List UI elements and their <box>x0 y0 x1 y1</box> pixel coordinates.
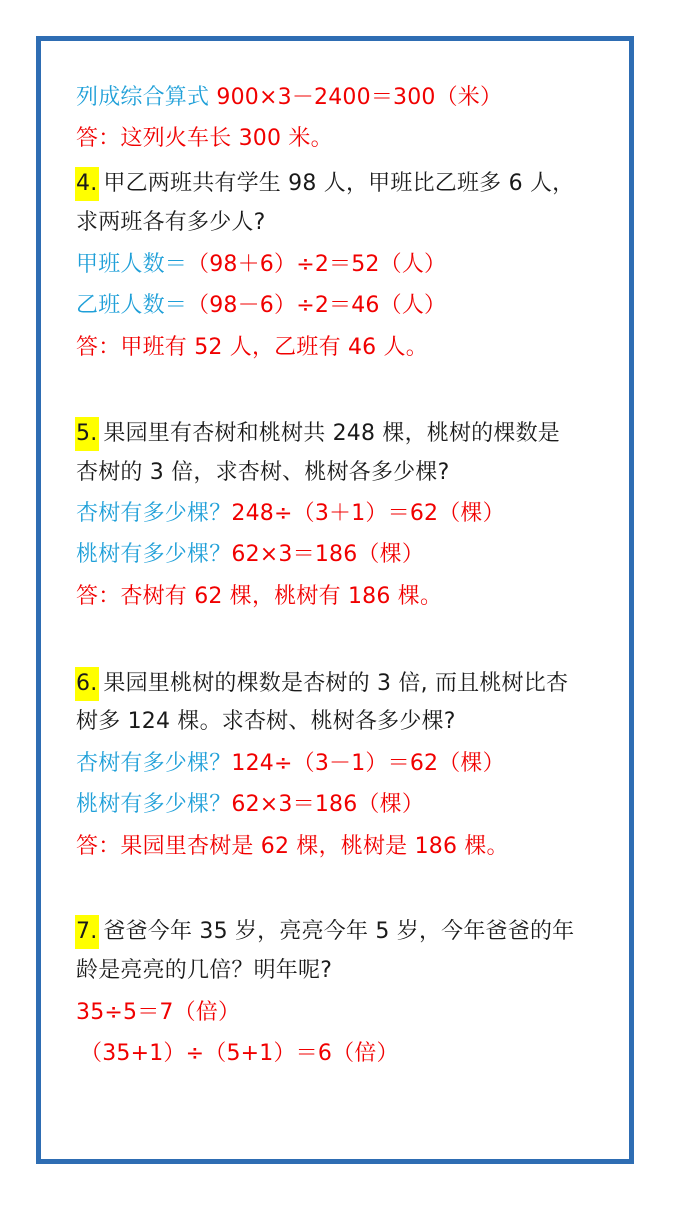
q5-text-line1: 果园里有杏树和桃树共 248 棵，桃树的棵数是 <box>103 421 560 446</box>
q6-step1-formula: 124÷（3－1）＝62（棵） <box>231 751 505 776</box>
q5-answer: 答：杏树有 62 棵，桃树有 186 棵。 <box>76 584 443 609</box>
q3-formula: 900×3－2400＝300（米） <box>216 85 503 110</box>
q5-number-badge: 5. <box>75 417 99 451</box>
q4-step2 <box>76 291 446 321</box>
q6-step2-label: 桃树有多少棵？ <box>76 792 232 817</box>
q5-step1-formula: 248÷（3＋1）＝62（棵） <box>231 501 505 526</box>
q7-number-badge: 7. <box>75 915 99 949</box>
q3-answer: 答：这列火车长 300 米。 <box>76 126 333 151</box>
q6-step1 <box>76 749 505 779</box>
q7-text-line2: 龄是亮亮的几倍？明年呢? <box>76 958 333 983</box>
q5-question-line1 <box>76 417 560 451</box>
q5-step1 <box>76 499 505 529</box>
q5-step2 <box>76 540 424 570</box>
q4-text-line1: 甲乙两班共有学生 98 人，甲班比乙班多 6 人， <box>103 171 575 196</box>
q4-number-badge: 4. <box>75 167 99 201</box>
q6-text-line2: 树多 124 棵。求杏树、桃树各多少棵? <box>76 709 456 734</box>
q3-formula-label: 列成综合算式 <box>76 85 210 110</box>
q4-text-line2: 求两班各有多少人? <box>76 210 266 235</box>
q4-step1 <box>76 250 446 280</box>
q4-step2-label: 乙班人数＝ <box>76 293 188 318</box>
q6-step1-label: 杏树有多少棵？ <box>76 751 232 776</box>
q4-step1-label: 甲班人数＝ <box>76 252 188 277</box>
q5-step2-formula: 62×3＝186（棵） <box>231 542 425 567</box>
q7-step2: （35+1）÷（5+1）＝6（倍） <box>80 1041 399 1066</box>
q4-question-line1 <box>76 167 574 201</box>
q6-question-line1 <box>76 667 568 701</box>
q6-answer: 答：果园里杏树是 62 棵，桃树是 186 棵。 <box>76 834 509 859</box>
q6-text-line1: 果园里桃树的棵数是杏树的 3 倍, 而且桃树比杏 <box>103 671 569 696</box>
q6-step2-formula: 62×3＝186（棵） <box>231 792 425 817</box>
q7-text-line1: 爸爸今年 35 岁，亮亮今年 5 岁，今年爸爸的年 <box>103 919 575 944</box>
q5-step1-label: 杏树有多少棵？ <box>76 501 232 526</box>
q6-step2 <box>76 790 424 820</box>
q4-answer: 答：甲班有 52 人，乙班有 46 人。 <box>76 335 428 360</box>
q4-step1-formula: （98＋6）÷2＝52（人） <box>187 252 447 277</box>
q4-step2-formula: （98－6）÷2＝46（人） <box>187 293 447 318</box>
q6-number-badge: 6. <box>75 667 99 701</box>
q5-step2-label: 桃树有多少棵？ <box>76 542 232 567</box>
q7-question-line1 <box>76 915 574 949</box>
q5-text-line2: 杏树的 3 倍，求杏树、桃树各多少棵? <box>76 460 450 485</box>
q7-step1: 35÷5＝7（倍） <box>76 1000 241 1025</box>
q3-formula-line <box>76 83 502 113</box>
